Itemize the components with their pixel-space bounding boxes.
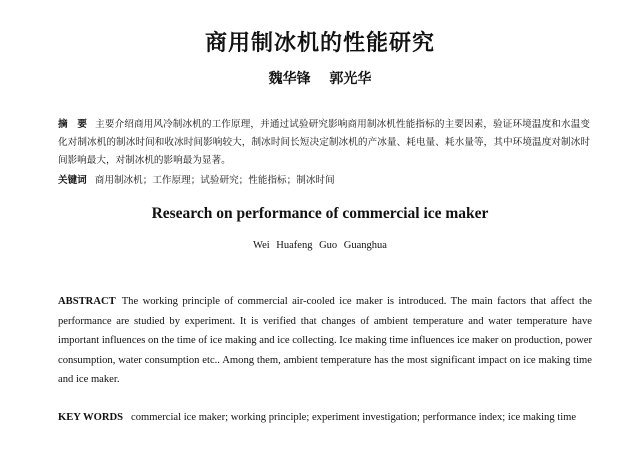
english-abstract-text: The working principle of commercial air-cooled ice maker is introduced. The main factors that affect the performance are studied by experiment. It is verified that changes of ambient temperature and water temperature have important influences on the time of ice making and ice collecting. Ice making time influences ice maker on production, power consumption, water consumption etc.. Among them, ambient temperature has the most significant impact on ice making time and ice maker. [58, 296, 592, 386]
chinese-abstract-label: 摘 要 [58, 119, 88, 130]
chinese-authors: 魏华锋 郭光华 [268, 71, 372, 87]
chinese-abstract-text: 主要介绍商用风冷制冰机的工作原理，并通过试验研究影响商用制冰机性能指标的主要因素，验证环境温度和水温变化对制冰机的制冰时间和收冰时间影响较大，制冰时间长短决定制冰机的产冰量、耗电量、耗水量等，其中环境温度对制冰时间影响最大，对制冰机的影响最为显著。 [58, 119, 591, 166]
chinese-keywords [58, 172, 590, 190]
chinese-abstract [58, 116, 590, 170]
english-keywords-text: commercial ice maker; working principle; experiment investigation; performance index; ice making time [131, 412, 577, 423]
english-keywords [58, 408, 592, 428]
chinese-keywords-text: 商用制冰机；工作原理；试验研究；性能指标；制冰时间 [94, 175, 335, 186]
english-keywords-label: KEY WORDS [58, 412, 124, 423]
english-authors: Wei Huafeng Guo Guanghua [253, 240, 387, 251]
english-abstract-label: ABSTRACT [58, 296, 116, 307]
english-abstract [58, 292, 592, 390]
chinese-title: 商用制冰机的性能研究 [204, 31, 435, 56]
chinese-keywords-label: 关键词 [58, 175, 87, 186]
english-title: Research on performance of commercial ice maker [151, 205, 489, 222]
